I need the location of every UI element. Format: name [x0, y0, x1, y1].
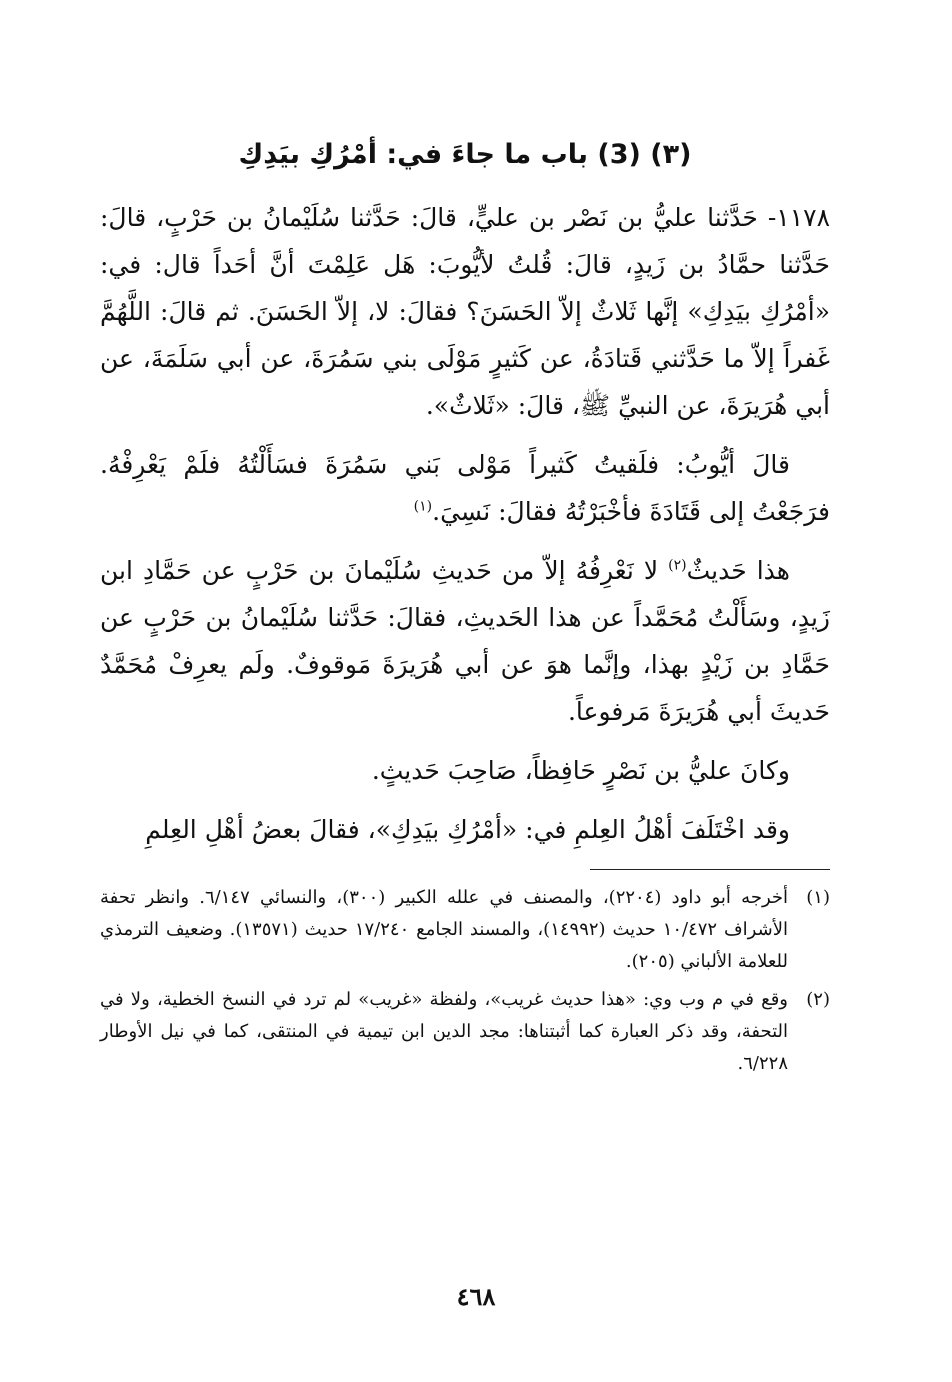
footnote-ref-1: (١) [413, 498, 433, 515]
scholars-disagreement-paragraph: وقد اخْتَلَفَ أهْلُ العِلمِ في: «أمْرُكِ بيَدِكِ»، فقالَ بعضُ أهْلِ العِلمِ [145, 815, 790, 844]
hadith-paragraph-2 [100, 441, 830, 535]
footnotes [100, 882, 830, 1080]
footnote-divider [590, 869, 830, 870]
narrator-note-paragraph: وكانَ عليُّ بن نَصْرٍ حَافِظاً، صَاحِبَ حَديثٍ. [371, 756, 790, 785]
chapter-title: (٣) (3) باب ما جاءَ في: أمْرُكِ بيَدِكِ [238, 139, 692, 170]
commentary-rest: لا نَعْرِفُهُ إلاّ من حَديثِ سُلَيْمانَ بن حَرْبٍ عن حَمَّادِ ابن زَيدٍ، وسَأَلْتُ مُحَمَّداً عن هذا الحَديثِ، فقالَ: حَدَّثنا سُلَيْمانُ بن حَرْبٍ عن حَمَّادِ بن زَيْدٍ بهذا، وإنَّما هوَ عن أبي هُرَيرَةَ مَوقوفٌ. ولَم يعرِفْ مُحَمَّدٌ حَديثَ أبي هُرَيرَةَ مَرفوعاً. [100, 556, 830, 726]
commentary-start: هذا حَديثٌ [686, 556, 790, 585]
page-number: ٤٦٨ [456, 1282, 496, 1311]
footnote-number: (١) [806, 887, 830, 908]
paragraph-2-text: قالَ أيُّوبُ: فلَقيتُ كَثيراً مَوْلى بَني سَمُرَةَ فسَأَلْتُهُ فلَمْ يَعْرِفْهُ. فرَجَعْتُ إلى قَتَادَةَ فأخْبَرْتُهُ فقالَ: نَسِيَ. [100, 450, 830, 526]
footnote-text: أخرجه أبو داود (٢٢٠٤)، والمصنف في علله الكبير (٣٠٠)، والنسائي ٦/١٤٧. وانظر تحفة الأشراف ١٠/٤٧٢ حديث (١٤٩٩٢)، والمسند الجامع ١٧/٢٤٠ حديث (١٣٥٧١). وضعيف الترمذي للعلامة الألباني (٢٠٥). [100, 887, 789, 972]
footnote-1 [100, 882, 830, 978]
footnote-ref-2: (٢) [668, 557, 687, 574]
footnote-2 [100, 984, 830, 1080]
footnote-number: (٢) [806, 989, 830, 1010]
hadith-paragraph-1: ١١٧٨- حَدَّثنا عليُّ بن نَصْر بن عليٍّ، قالَ: حَدَّثنا سُلَيْمانُ بن حَرْبٍ، قالَ: حَدَّثنا حمَّادُ بن زَيدٍ، قالَ: قُلتُ لأيُّوبَ: هَل عَلِمْتَ أنَّ أحَداً قال: في: «أمْرُكِ بيَدِكِ» إنَّها ثَلاثٌ إلاّ الحَسَنَ؟ فقالَ: لا، إلاّ الحَسَنَ. ثم قالَ: اللَّهُمَّ غَفراً إلاّ ما حَدَّثني قَتادَةُ، عن كَثيرٍ مَوْلَى بني سَمُرَةَ، عن أبي سَلَمَةَ، عن أبي هُرَيرَةَ، عن النبيِّ ﷺ، قالَ: «ثَلاثٌ». [100, 203, 830, 420]
page-body [100, 130, 830, 1330]
commentary-paragraph [100, 547, 830, 735]
footnote-text: وقع في م وب وي: «هذا حديث غريب»، ولفظة «غريب» لم ترد في النسخ الخطية، ولا في التحفة، وقد ذكر العبارة كما أثبتناها: مجد الدين ابن تيمية في المنتقى، كما في نيل الأوطار ٦/٢٢٨. [100, 989, 788, 1074]
